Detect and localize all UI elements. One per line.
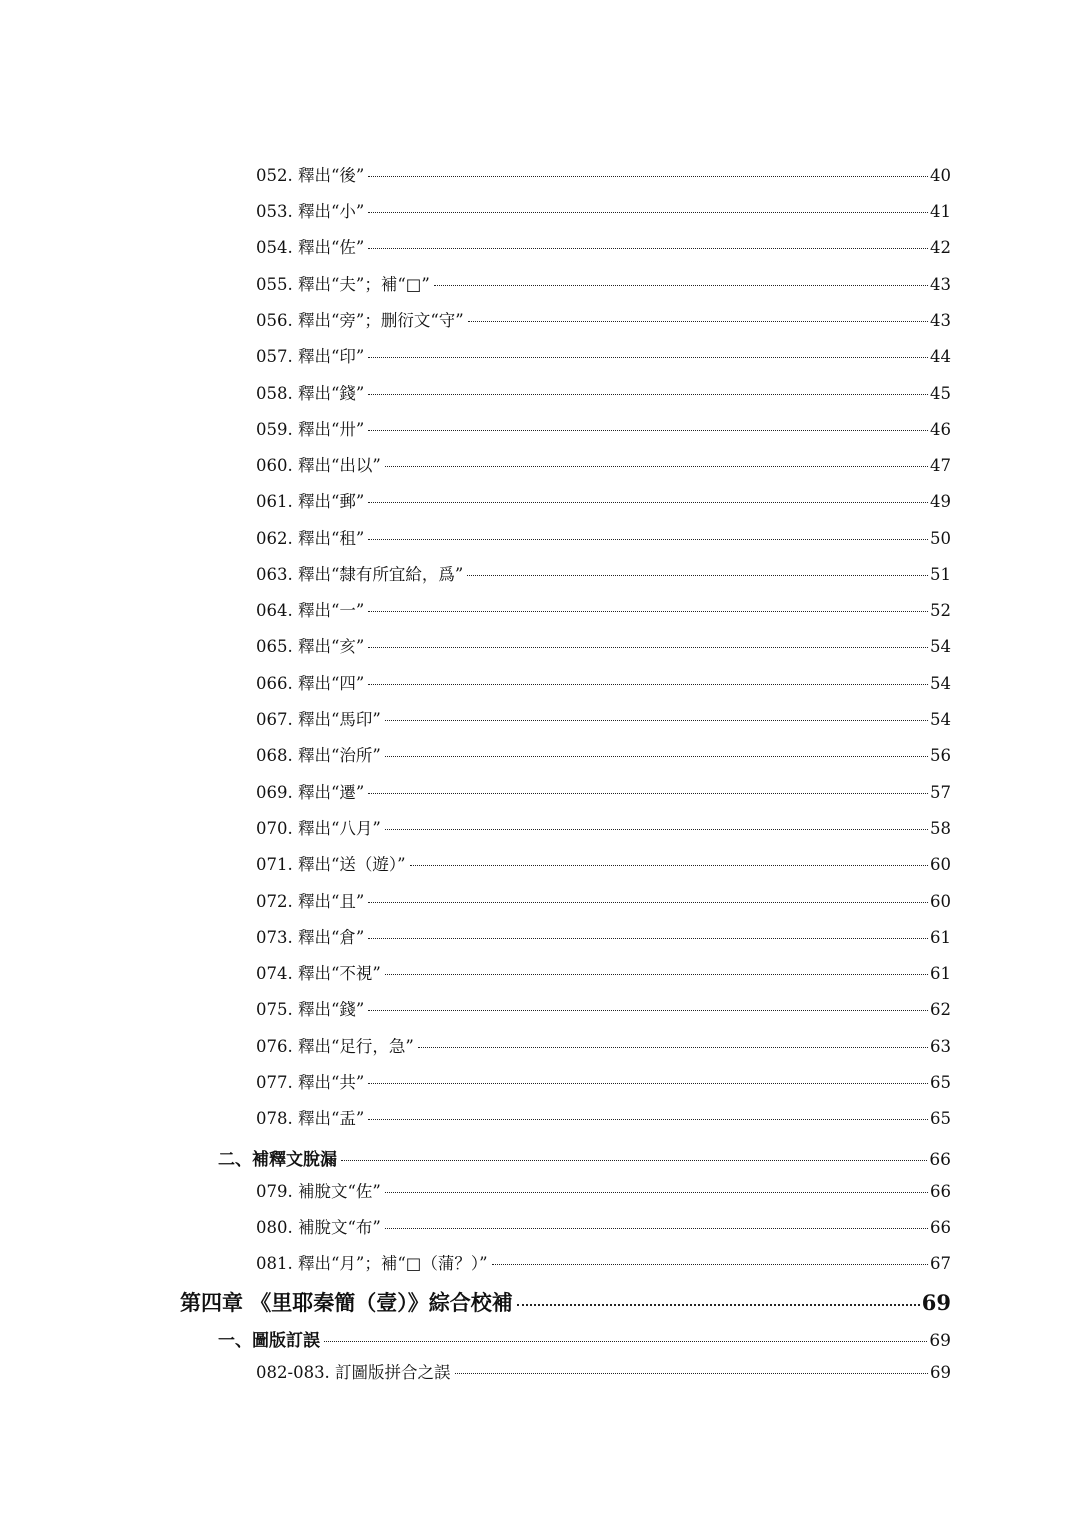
dot-leader xyxy=(385,1228,928,1229)
toc-page-number: 69 xyxy=(921,1289,951,1315)
toc-page-number: 65 xyxy=(930,1072,951,1092)
dot-leader xyxy=(368,248,928,249)
dot-leader xyxy=(368,502,928,503)
toc-entry-label: 059. 釋出“卅” xyxy=(256,419,365,439)
dot-leader xyxy=(324,1341,927,1342)
toc-page-number: 69 xyxy=(929,1331,951,1352)
toc-item-entry[interactable] xyxy=(256,633,951,657)
dot-leader xyxy=(434,285,928,286)
toc-entry-label: 073. 釋出“倉” xyxy=(256,927,365,947)
toc-item-entry[interactable] xyxy=(256,271,951,295)
toc-page-number: 65 xyxy=(930,1108,951,1128)
toc-entry-label: 063. 釋出“隸有所宜給，爲” xyxy=(256,564,464,584)
dot-leader xyxy=(368,539,928,540)
dot-leader xyxy=(368,212,928,213)
toc-section-entry[interactable] xyxy=(218,1145,951,1170)
toc-page-number: 46 xyxy=(930,419,951,439)
toc-page-number: 66 xyxy=(930,1181,951,1201)
dot-leader xyxy=(385,1192,928,1193)
toc-page-number: 66 xyxy=(930,1217,951,1237)
toc-entry-label: 060. 釋出“出以” xyxy=(256,455,381,475)
dot-leader xyxy=(368,1083,928,1084)
toc-page-number: 61 xyxy=(930,927,951,947)
dot-leader xyxy=(410,865,928,866)
dot-leader xyxy=(467,575,928,576)
toc-entry-label: 055. 釋出“夫”；補“□” xyxy=(256,274,430,294)
toc-page-number: 66 xyxy=(929,1150,951,1171)
toc-entry-label: 074. 釋出“不視” xyxy=(256,963,381,983)
toc-entry-label: 057. 釋出“印” xyxy=(256,346,365,366)
toc-entry-label: 077. 釋出“共” xyxy=(256,1072,365,1092)
toc-page-number: 54 xyxy=(930,673,951,693)
toc-page-number: 44 xyxy=(930,346,951,366)
toc-entry-label: 062. 釋出“租” xyxy=(256,528,365,548)
dot-leader xyxy=(368,357,928,358)
toc-page-number: 60 xyxy=(930,891,951,911)
toc-item-entry[interactable] xyxy=(256,162,951,186)
toc-entry-label: 072. 釋出“且” xyxy=(256,891,365,911)
toc-item-entry[interactable] xyxy=(256,742,951,766)
toc-page-number: 69 xyxy=(930,1362,951,1382)
dot-leader xyxy=(341,1160,927,1161)
toc-entry-label: 056. 釋出“旁”；删衍文“守” xyxy=(256,310,464,330)
toc-entry-label: 081. 釋出“月”；補“□（蒲？）” xyxy=(256,1253,488,1273)
toc-page-number: 51 xyxy=(930,564,951,584)
toc-page-number: 52 xyxy=(930,600,951,620)
toc-item-entry[interactable] xyxy=(256,1178,951,1202)
toc-item-entry[interactable] xyxy=(256,960,951,984)
toc-entry-label: 078. 釋出“盂” xyxy=(256,1108,365,1128)
toc-page-number: 42 xyxy=(930,237,951,257)
toc-item-entry[interactable] xyxy=(256,1105,951,1129)
toc-item-entry[interactable] xyxy=(256,416,951,440)
toc-entry-label: 058. 釋出“錢” xyxy=(256,383,365,403)
toc-item-entry[interactable] xyxy=(256,1214,951,1238)
toc-page-number: 41 xyxy=(930,201,951,221)
toc-page-number: 63 xyxy=(930,1036,951,1056)
toc-entry-label: 二、補釋文脫漏 xyxy=(218,1150,337,1171)
toc-page-number: 58 xyxy=(930,818,951,838)
dot-leader xyxy=(368,902,928,903)
toc-item-entry[interactable] xyxy=(256,996,951,1020)
toc-entry-label: 069. 釋出“遷” xyxy=(256,782,365,802)
dot-leader xyxy=(517,1304,920,1306)
dot-leader xyxy=(368,1119,928,1120)
toc-item-entry[interactable] xyxy=(256,1069,951,1093)
toc-entry-label: 079. 補脫文“佐” xyxy=(256,1181,381,1201)
dot-leader xyxy=(368,647,928,648)
toc-page-number: 50 xyxy=(930,528,951,548)
toc-page-number: 43 xyxy=(930,310,951,330)
dot-leader xyxy=(368,394,928,395)
toc-entry-label: 070. 釋出“八月” xyxy=(256,818,381,838)
toc-entry-label: 066. 釋出“四” xyxy=(256,673,365,693)
toc-item-entry[interactable] xyxy=(256,851,951,875)
toc-item-entry[interactable] xyxy=(256,815,951,839)
dot-leader xyxy=(385,466,928,467)
toc-item-entry[interactable] xyxy=(256,597,951,621)
toc-page-number: 62 xyxy=(930,999,951,1019)
dot-leader xyxy=(385,829,928,830)
toc-entry-label: 067. 釋出“馬印” xyxy=(256,709,381,729)
dot-leader xyxy=(368,938,928,939)
toc-page-number: 45 xyxy=(930,383,951,403)
toc-item-entry[interactable] xyxy=(256,307,951,331)
toc-page-number: 43 xyxy=(930,274,951,294)
toc-item-entry[interactable] xyxy=(256,234,951,258)
toc-item-entry[interactable] xyxy=(256,452,951,476)
toc-entry-label: 075. 釋出“錢” xyxy=(256,999,365,1019)
dot-leader xyxy=(368,1010,928,1011)
toc-item-entry[interactable] xyxy=(256,561,951,585)
toc-item-entry[interactable] xyxy=(256,343,951,367)
toc-page-number: 57 xyxy=(930,782,951,802)
dot-leader xyxy=(385,756,928,757)
dot-leader xyxy=(368,611,928,612)
toc-item-entry[interactable] xyxy=(256,670,951,694)
toc-page-number: 61 xyxy=(930,963,951,983)
toc-entry-label: 052. 釋出“後” xyxy=(256,165,365,185)
toc-entry-label: 071. 釋出“送（遊）” xyxy=(256,854,406,874)
toc-entry-label: 076. 釋出“足行，急” xyxy=(256,1036,414,1056)
dot-leader xyxy=(368,684,928,685)
toc-item-entry[interactable] xyxy=(256,488,951,512)
toc-item-entry[interactable] xyxy=(256,380,951,404)
dot-leader xyxy=(418,1047,928,1048)
toc-page-number: 40 xyxy=(930,165,951,185)
toc-page-number: 60 xyxy=(930,854,951,874)
toc-page-number: 47 xyxy=(930,455,951,475)
dot-leader xyxy=(385,974,928,975)
dot-leader xyxy=(368,430,928,431)
toc-entry-label: 054. 釋出“佐” xyxy=(256,237,365,257)
toc-item-entry[interactable] xyxy=(256,1250,951,1274)
toc-entry-label: 061. 釋出“郵” xyxy=(256,491,365,511)
toc-page-number: 54 xyxy=(930,709,951,729)
toc-entry-label: 053. 釋出“小” xyxy=(256,201,365,221)
dot-leader xyxy=(492,1264,928,1265)
toc-item-entry[interactable] xyxy=(256,1033,951,1057)
toc-page-number: 54 xyxy=(930,636,951,656)
toc-item-entry[interactable] xyxy=(256,706,951,730)
toc-page-number: 67 xyxy=(930,1253,951,1273)
toc-item-entry[interactable] xyxy=(256,1359,951,1383)
toc-section-entry[interactable] xyxy=(218,1326,951,1351)
toc-entry-label: 080. 補脫文“布” xyxy=(256,1217,381,1237)
toc-item-entry[interactable] xyxy=(256,198,951,222)
dot-leader xyxy=(455,1373,928,1374)
dot-leader xyxy=(385,720,928,721)
toc-entry-label: 064. 釋出“一” xyxy=(256,600,365,620)
dot-leader xyxy=(468,321,928,322)
toc-entry-label: 065. 釋出“亥” xyxy=(256,636,365,656)
toc-item-entry[interactable] xyxy=(256,779,951,803)
dot-leader xyxy=(368,793,928,794)
toc-entry-label: 082-083. 訂圖版拼合之誤 xyxy=(256,1362,451,1382)
toc-page-number: 56 xyxy=(930,745,951,765)
toc-page-number: 49 xyxy=(930,491,951,511)
toc-entry-label: 第四章 《里耶秦簡（壹）》綜合校補 xyxy=(180,1290,513,1315)
dot-leader xyxy=(368,176,928,177)
toc-item-entry[interactable] xyxy=(256,888,951,912)
toc-entry-label: 068. 釋出“治所” xyxy=(256,745,381,765)
toc-item-entry[interactable] xyxy=(256,924,951,948)
toc-entry-label: 一、圖版訂誤 xyxy=(218,1331,320,1352)
toc-chapter-entry[interactable] xyxy=(180,1287,951,1317)
toc-item-entry[interactable] xyxy=(256,525,951,549)
